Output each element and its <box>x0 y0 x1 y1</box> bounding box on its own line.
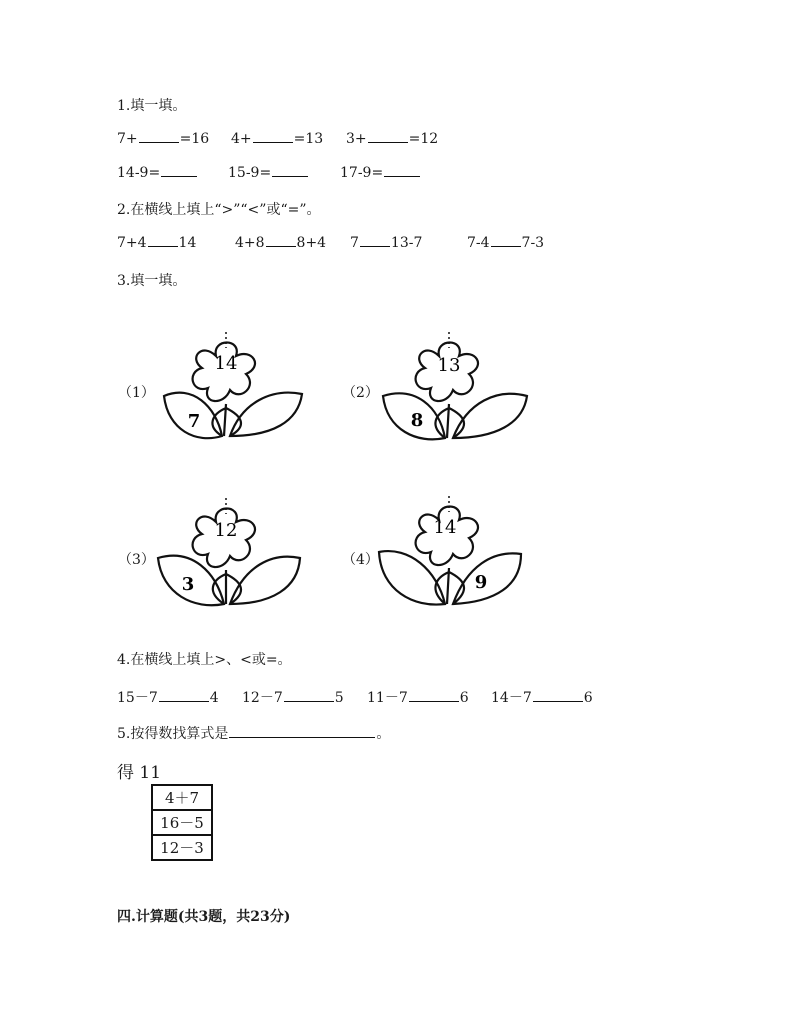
q1-item-3 <box>346 131 438 147</box>
compare-blank[interactable] <box>266 245 296 247</box>
q1-item-1 <box>117 131 209 147</box>
compare-blank[interactable] <box>360 245 390 247</box>
answer-blank[interactable] <box>161 175 197 177</box>
q4-title: 4.在横线上填上>、<或=。 <box>117 652 292 668</box>
flower-3-center: 12 <box>214 520 238 541</box>
q1-item-5 <box>228 165 309 181</box>
q1-item-1-pre: 7+ <box>117 131 138 147</box>
q2-item-1-right: 14 <box>178 235 197 251</box>
q5-options-table <box>151 784 213 861</box>
q1-item-2-pre: 4+ <box>231 131 252 147</box>
answer-blank[interactable] <box>384 175 420 177</box>
q2-item-4 <box>467 235 544 251</box>
flower-4-label: （4） <box>342 552 379 568</box>
compare-blank[interactable] <box>159 700 209 702</box>
q1-item-4-pre: 14-9= <box>117 165 161 181</box>
q5-option-3[interactable]: 12－3 <box>152 835 212 860</box>
q4-item-4 <box>491 687 593 707</box>
q5-target: 得 11 <box>117 763 162 783</box>
flower-2 <box>375 326 535 450</box>
q1-item-5-pre: 15-9= <box>228 165 272 181</box>
q4-item-1 <box>117 687 219 707</box>
flower-4 <box>375 490 527 614</box>
q2-item-1 <box>117 235 196 251</box>
flower-3 <box>152 492 308 616</box>
answer-blank[interactable] <box>139 141 179 143</box>
q1-item-6-pre: 17-9= <box>340 165 384 181</box>
q4-item-3-left: 11－7 <box>367 690 408 706</box>
table-row <box>152 810 212 835</box>
q2-item-2-right: 8+4 <box>296 235 327 251</box>
flower-2-center: 13 <box>437 355 461 376</box>
q4-item-1-right: 4 <box>209 690 219 706</box>
flower-4-center: 14 <box>433 517 457 538</box>
compare-blank[interactable] <box>491 245 521 247</box>
q1-item-3-pre: 3+ <box>346 131 367 147</box>
q2-title: 2.在横线上填上“>”“<”或“=”。 <box>117 202 321 218</box>
q4-item-2 <box>242 687 344 707</box>
q2-item-3 <box>350 235 422 251</box>
q4-item-3-right: 6 <box>459 690 469 706</box>
q5-title: 5.按得数找算式是 <box>117 726 229 742</box>
q4-item-2-right: 5 <box>334 690 344 706</box>
flower-2-leaf: 8 <box>410 410 424 431</box>
flower-1-label: （1） <box>118 385 155 401</box>
flower-3-leaf: 3 <box>181 574 195 595</box>
q4-item-4-left: 14－7 <box>491 690 532 706</box>
q2-item-2-left: 4+8 <box>235 235 265 251</box>
q2-item-4-right: 7-3 <box>521 235 545 251</box>
flower-1-center: 14 <box>214 353 238 374</box>
compare-blank[interactable] <box>409 700 459 702</box>
q2-item-4-left: 7-4 <box>467 235 490 251</box>
q1-item-1-post: =16 <box>179 131 210 147</box>
q2-item-1-left: 7+4 <box>117 235 147 251</box>
q5-option-2[interactable]: 16－5 <box>152 810 212 835</box>
compare-blank[interactable] <box>284 700 334 702</box>
q4-item-1-left: 15－7 <box>117 690 158 706</box>
q4-item-4-right: 6 <box>583 690 593 706</box>
table-row <box>152 785 212 810</box>
answer-blank[interactable] <box>253 141 293 143</box>
section-4-title: 四.计算题(共3题，共23分) <box>117 909 291 925</box>
flower-1 <box>152 326 308 450</box>
table-row <box>152 835 212 860</box>
q5-option-1[interactable]: 4＋7 <box>152 785 212 810</box>
answer-blank[interactable] <box>368 141 408 143</box>
q2-item-3-right: 13-7 <box>390 235 423 251</box>
answer-blank[interactable] <box>272 175 308 177</box>
compare-blank[interactable] <box>533 700 583 702</box>
flower-1-leaf: 7 <box>187 411 201 432</box>
q4-item-3 <box>367 687 469 707</box>
q1-item-6 <box>340 165 421 181</box>
q1-item-2-post: =13 <box>293 131 324 147</box>
q1-title: 1.填一填。 <box>117 98 187 114</box>
flower-4-leaf: 9 <box>474 572 488 593</box>
q4-item-2-left: 12－7 <box>242 690 283 706</box>
q1-item-2 <box>231 131 323 147</box>
answer-blank[interactable] <box>229 736 375 738</box>
compare-blank[interactable] <box>148 245 178 247</box>
q3-title: 3.填一填。 <box>117 273 187 289</box>
q2-item-2 <box>235 235 326 251</box>
q5-end: 。 <box>376 726 391 742</box>
q2-item-3-left: 7 <box>350 235 359 251</box>
q1-item-3-post: =12 <box>408 131 439 147</box>
q5-title-line <box>117 723 390 743</box>
q1-item-4 <box>117 165 198 181</box>
flower-3-label: （3） <box>118 552 155 568</box>
flower-2-label: （2） <box>342 385 379 401</box>
